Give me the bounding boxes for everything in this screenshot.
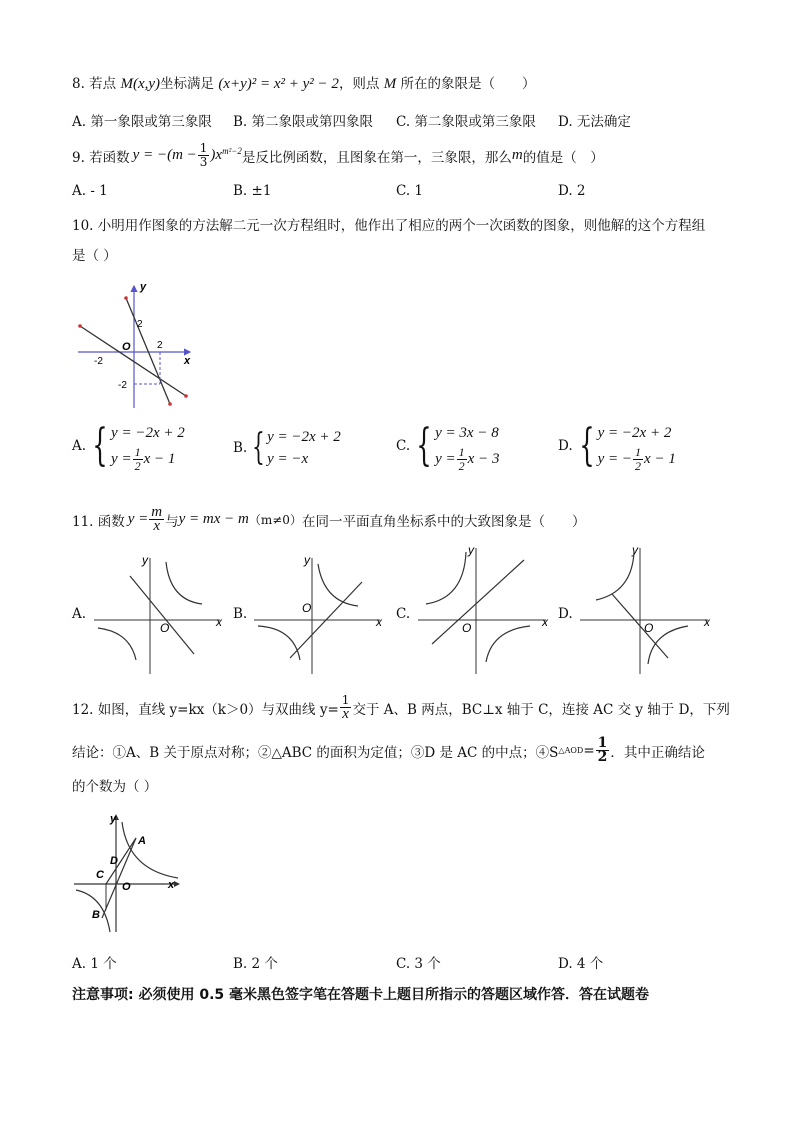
question-9-option-a[interactable]: A. - 1 (72, 183, 108, 199)
svg-text:y: y (304, 553, 310, 567)
question-12-stem-line3: 的个数为（ ） (72, 779, 158, 795)
question-12-graph (70, 810, 190, 935)
svg-text:O: O (122, 341, 131, 353)
question-10-option-b[interactable]: B. { y = −2x + 2 y = −x (233, 427, 341, 468)
question-9-option-d[interactable]: D. 2 (558, 183, 586, 199)
svg-text:x: x (704, 615, 710, 629)
question-12-option-d[interactable]: D. 4 个 (558, 956, 604, 972)
svg-text:O: O (644, 621, 654, 635)
svg-text:y: y (140, 281, 147, 293)
question-12-option-b[interactable]: B. 2 个 (233, 956, 278, 972)
question-9-option-b[interactable]: B. ±1 (233, 183, 272, 199)
svg-text:x: x (184, 355, 191, 367)
svg-text:x: x (376, 615, 382, 629)
line-1 (126, 298, 170, 404)
question-11-graph-b (250, 548, 390, 676)
question-12-stem-line1: 12. 如图，直线 y=kx（k＞0）与双曲线 y= $\frac{1}{x}$ 交于 A、B 两点，BC⊥x 轴于 C，连接 AC 交 y 轴于 D，下列 (72, 693, 730, 722)
question-11-graph-a (90, 548, 230, 676)
question-8-option-a[interactable]: A. 第一象限或第三象限 (72, 114, 212, 130)
svg-text:O: O (122, 881, 131, 893)
question-9-option-c[interactable]: C. 1 (396, 183, 424, 199)
question-11-option-b[interactable]: B. (233, 606, 248, 622)
question-8-option-d[interactable]: D. 无法确定 (558, 114, 631, 130)
svg-text:y: y (110, 813, 117, 825)
svg-text:C: C (96, 869, 104, 881)
svg-text:x: x (168, 879, 175, 891)
svg-text:O: O (302, 601, 312, 615)
svg-text:2: 2 (137, 319, 143, 330)
question-10-option-c[interactable]: C. { y = 3x − 8 y = $\frac{1}{2}$ x − 3 (396, 420, 500, 473)
question-12-option-c[interactable]: C. 3 个 (396, 956, 441, 972)
question-9-stem: 9. 若函数 y = −(m − $\frac{1}{3}$ )x $^{m^2-2}$ 是反比例函数，且图象在第一，三象限，那么 m 的值是（ ） (72, 141, 604, 169)
svg-text:D: D (110, 855, 118, 867)
svg-text:y: y (632, 543, 638, 557)
question-10-graph (72, 280, 202, 415)
question-11-option-c[interactable]: C. (396, 606, 411, 622)
svg-text:-2: -2 (118, 380, 127, 391)
question-10-option-a[interactable]: A. { y = −2x + 2 y = $\frac{1}{2}$ x − 1 (72, 420, 185, 473)
question-8-option-c[interactable]: C. 第二象限或第三象限 (396, 114, 536, 130)
question-11-option-a[interactable]: A. (72, 606, 87, 622)
question-11-stem: 11. 函数 y = $\frac{m}{x}$ 与 y = mx − m （m≠0） 在同一平面直角坐标系中的大致图象是（ ） (72, 504, 586, 534)
fraction: $\frac{1}{3}$ (199, 141, 208, 169)
svg-text:2: 2 (157, 340, 163, 351)
question-8-option-b[interactable]: B. 第二象限或第四象限 (233, 114, 374, 130)
question-10-stem-line2: 是（ ） (72, 248, 117, 264)
question-11-graph-c (414, 540, 554, 676)
question-10-stem-line1: 10. 小明用作图象的方法解二元一次方程组时，他作出了相应的两个一次函数的图象，则他解的这个方程组 (72, 218, 706, 234)
question-11-option-d[interactable]: D. (558, 606, 573, 622)
svg-text:A: A (138, 835, 146, 847)
svg-text:x: x (216, 615, 222, 629)
svg-text:y: y (142, 553, 148, 567)
question-12-option-a[interactable]: A. 1 个 (72, 956, 117, 972)
notice-text: 注意事项: 必须使用 0.5 毫米黑色签字笔在答题卡上题目所指示的答题区域作答．答在试题卷 (72, 987, 650, 1003)
svg-text:-2: -2 (94, 356, 103, 367)
question-11-graph-d (576, 540, 716, 676)
question-10-option-d[interactable]: D. { y = −2x + 2 y = − $\frac{1}{2}$ x − 1 (558, 420, 676, 473)
svg-text:O: O (462, 621, 472, 635)
svg-text:O: O (160, 621, 170, 635)
question-8-stem: 8. 若点 M(x,y)坐标满足 (x+y)² = x² + y² − 2，则点 M 所在的象限是（ ） (72, 76, 536, 92)
question-12-stem-line2: 结论：①A、B 关于原点对称；②△ABC 的面积为定值；③D 是 AC 的中点；④S △AOD = $\frac{1}{2}$ ．其中正确结论 (72, 735, 705, 765)
svg-text:y: y (468, 543, 474, 557)
svg-text:x: x (542, 615, 548, 629)
svg-text:B: B (92, 909, 100, 921)
